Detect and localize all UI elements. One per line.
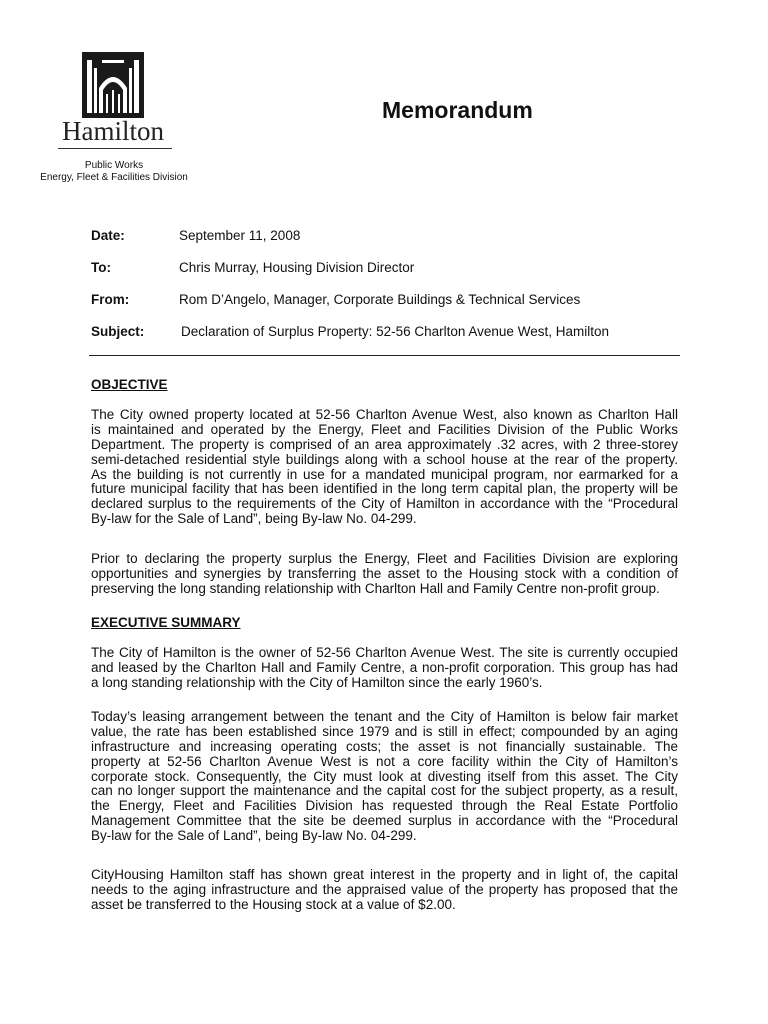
header-divider [89, 355, 680, 356]
paragraph-line: corporate stock. Consequently, the City must look at divesting itself from this asset. The City [91, 768, 678, 784]
from-value: Rom D’Angelo, Manager, Corporate Buildings & Technical Services [179, 292, 581, 307]
executive-summary-heading: EXECUTIVE SUMMARY [91, 615, 241, 630]
to-label: To: [91, 260, 111, 275]
executive-summary-paragraph-3 [91, 868, 678, 913]
subject-value: Declaration of Surplus Property: 52-56 Charlton Avenue West, Hamilton [181, 324, 609, 339]
department-block [0, 160, 228, 184]
paragraph-line: the Energy, Fleet and Facilities Division has requested through the Real Estate Portfolio [91, 798, 678, 814]
hamilton-logo-mark-icon [82, 52, 144, 118]
objective-paragraph-1 [91, 408, 678, 527]
objective-paragraph-2 [91, 552, 678, 597]
paragraph-line: asset be transferred to the Housing stock at a value of $2.00. [91, 896, 456, 912]
executive-summary-paragraph-2 [91, 710, 678, 844]
paragraph-line: value, the rate has been established since 1979 and is still in effect; compounded by an aging [91, 723, 678, 739]
date-label: Date: [91, 228, 125, 243]
paragraph-line: preserving the long standing relationship with Charlton Hall and Family Centre non-profit group. [91, 580, 660, 596]
paragraph-line: As the building is not currently in use for a mandated municipal program, nor earmarked for a [91, 466, 678, 482]
to-value: Chris Murray, Housing Division Director [179, 260, 415, 275]
paragraph-line: Department. The property is comprised of an area approximately .32 acres, with 2 three-storey [91, 436, 678, 452]
paragraph-line: Today’s leasing arrangement between the tenant and the City of Hamilton is below fair market [91, 709, 678, 724]
logo-divider [58, 148, 172, 149]
paragraph-line: CityHousing Hamilton staff has shown great interest in the property and in light of, the capital [91, 867, 678, 882]
paragraph-line: declared surplus to the requirements of the City of Hamilton in accordance with the “Procedural [91, 496, 678, 512]
paragraph-line: opportunities and synergies by transferring the asset to the Housing stock with a condition of [91, 565, 678, 581]
paragraph-line: Prior to declaring the property surplus the Energy, Fleet and Facilities Division are exploring [91, 551, 678, 566]
paragraph-line: needs to the aging infrastructure and the appraised value of the property has proposed that the [91, 881, 678, 897]
paragraph-line: is maintained and operated by the Energy, Fleet and Facilities Division of the Public Works [91, 421, 678, 437]
date-value: September 11, 2008 [179, 228, 301, 243]
from-label: From: [91, 292, 130, 307]
paragraph-line: The City owned property located at 52-56 Charlton Avenue West, also known as Charlton Hall [91, 407, 678, 422]
logo-wordmark: Hamilton [62, 116, 164, 146]
department-line: Public Works [84, 160, 144, 171]
paragraph-line: can no longer support the maintenance and the capital cost for the subject property, as a result, [91, 783, 678, 799]
paragraph-line: future municipal facility that has been identified in the long term capital plan, the property will be [91, 481, 678, 497]
paragraph-line: a long standing relationship with the City of Hamilton since the early 1960’s. [91, 674, 543, 690]
paragraph-line: By-law for the Sale of Land”, being By-law No. 04-299. [91, 511, 417, 527]
subject-label: Subject: [91, 324, 145, 339]
paragraph-line: and leased by the Charlton Hall and Family Centre, a non-profit corporation. This group has had [91, 659, 678, 675]
paragraph-line: By-law for the Sale of Land”, being By-law No. 04-299. [91, 828, 417, 844]
paragraph-line: The City of Hamilton is the owner of 52-56 Charlton Avenue West. The site is currently occupied [91, 645, 678, 660]
objective-heading: OBJECTIVE [91, 377, 168, 392]
department-line: Energy, Fleet & Facilities Division [40, 172, 188, 183]
paragraph-line: Management Committee that the site be deemed surplus in accordance with the “Procedural [91, 813, 678, 829]
paragraph-line: semi-detached residential style buildings along with a school house at the rear of the property. [91, 451, 678, 467]
executive-summary-paragraph-1 [91, 646, 678, 691]
paragraph-line: infrastructure and increasing operating costs; the asset is not financially sustainable. The [91, 738, 678, 754]
paragraph-line: property at 52-56 Charlton Avenue West is not a core facility within the City of Hamilton’s [91, 753, 678, 769]
memo-title: Memorandum [382, 97, 533, 123]
